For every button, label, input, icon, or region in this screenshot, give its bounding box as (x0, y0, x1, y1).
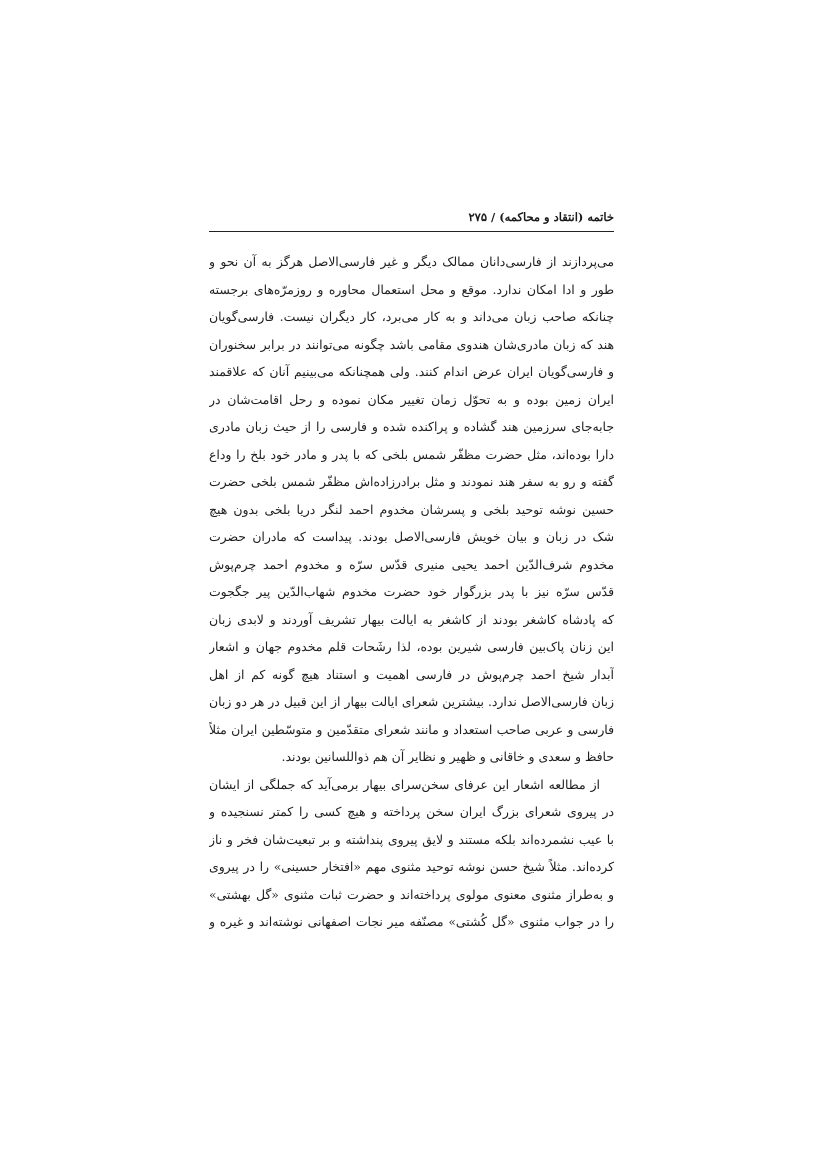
text-line: دارا بوده‌اند، مثل حضرت مظفّر شمس بلخی که با پدر و مادر خود بلخ را وداع (209, 446, 614, 462)
text-line: که پادشاه کاشغر بودند از کاشغر به ایالت بیهار تشریف آوردند و لابدی زبان (209, 611, 614, 627)
chapter-title: خاتمه (انتقاد و محاکمه) (499, 210, 614, 224)
text-line: را در جواب مثنوی «گل کُشتی» مصنّفه میر نجات اصفهانی نوشته‌اند و غیره و (209, 914, 614, 929)
text-line: جابه‌جای سرزمین هند گشاده و پراکنده شده و فارسی را از حیث زبان مادری (209, 419, 614, 434)
text-line: حسین نوشه توحید بلخی و پسرشان مخدوم احمد لنگر دریا بلخی بدون هیچ (209, 501, 614, 517)
body-text (209, 248, 614, 936)
text-line: زبان فارسی‌الاصل ندارد. بیشترین شعرای ایالت بیهار از این قبیل در هر دو زبان (209, 694, 614, 709)
text-line: این زنان پاک‌بین فارسی شیرین بوده، لذا رشَحات قلم مخدوم جهان و اشعار (209, 639, 614, 654)
paragraph (209, 771, 614, 936)
text-line: حافظ و سعدی و خاقانی و ظهیر و نظایر آن هم ذواللسانین بودند. (281, 749, 614, 764)
text-line: گفته و رو به سفر هند نمودند و مثل برادرزاده‌اش مظفّر شمس بلخی حضرت (209, 474, 614, 489)
text-line: چنانکه صاحب زبان می‌داند و به کار می‌برد، کار دیگران نیست. فارسی‌گویان (209, 309, 614, 324)
header-rule (209, 231, 614, 232)
text-line: و به‌طراز مثنوی معنوی مولوی پرداخته‌اند و حضرت ثبات مثنوی «گل بهشتی» (209, 886, 614, 902)
text-line: و فارسی‌گویان ایران عرض اندام کنند. ولی همچنانکه می‌بینیم آنان که علاقمند (209, 364, 614, 379)
text-line: مخدوم شرف‌الدّین احمد یحیی منیری قدّس سرّه و مخدوم احمد چرم‌پوش (209, 556, 614, 572)
text-line: طور و ادا امکان ندارد. موقع و محل استعمال محاوره و روزمرّه‌های برجسته (209, 281, 614, 297)
text-line: فارسی و عربی صاحب استعداد و مانند شعرای متقدّمین و متوسّطین ایران مثلاً (209, 721, 614, 737)
text-line: در پیروی شعرای بزرگ ایران سخن پرداخته و هیچ کسی را کمتر نسنجیده و (209, 804, 614, 819)
running-header (209, 206, 614, 228)
page-number: ۲۷۵ (468, 210, 488, 224)
text-line: هند که زبان مادری‌شان هندوی مقامی باشد چگونه می‌توانند در برابر سخنوران (209, 336, 614, 352)
text-line: آبدار شیخ احمد چرم‌پوش در فارسی اهمیت و استناد هیچ گونه کم از اهل (209, 666, 614, 682)
paragraph (209, 248, 614, 771)
text-line: با عیب نشمرده‌اند بلکه مستند و لایق پیروی پنداشته و بر تبعیت‌شان فخر و ناز (209, 831, 614, 847)
header-separator: / (491, 210, 496, 224)
text-line: کرده‌اند. مثلاً شیخ حسن نوشه توحید مثنوی مهم «افتخار حسینی» را در پیروی (209, 859, 614, 874)
text-line: می‌پردازند از فارسی‌دانان ممالک دیگر و غیر فارسی‌الاصل هرگز به آن نحو و (209, 254, 614, 269)
text-line: ایران زمین بوده و به تحوّل زمان تغییر مکان نموده و رحل اقامت‌شان در (209, 391, 614, 407)
text-line: قدّس سرّه نیز با پدر بزرگوار خود حضرت مخدوم شهاب‌الدّین پیر جگجوت (209, 584, 614, 599)
text-line: از مطالعه اشعار این عرفای سخن‌سرای بیهار برمی‌آید که جملگی از ایشان (209, 776, 600, 792)
text-line: شک در زبان و بیان خویش فارسی‌الاصل بودند. پیداست که مادران حضرت (209, 529, 614, 544)
